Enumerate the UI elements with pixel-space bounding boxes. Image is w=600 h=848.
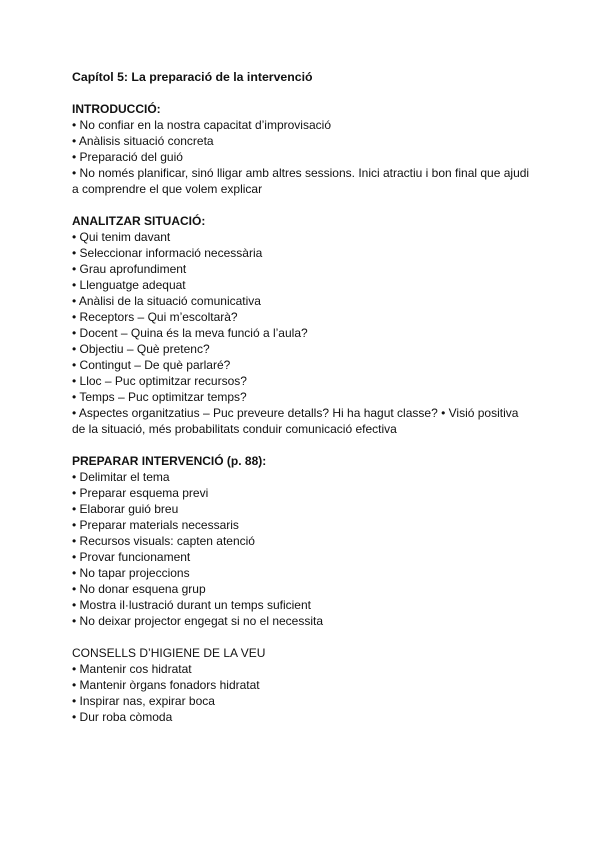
list-item: • No donar esquena grup [72,582,206,596]
list-item: • Receptors – Qui m’escoltarà? [72,310,238,324]
list-item: • Mantenir òrgans fonadors hidratat [72,678,260,692]
list-item: • Recursos visuals: capten atenció [72,534,255,548]
list-item: • Grau aprofundiment [72,262,187,276]
list-item: • Qui tenim davant [72,230,171,244]
list-item: • Anàlisis situació concreta [72,134,214,148]
spacer [72,629,532,645]
list-item: • Contingut – De què parlaré? [72,358,231,372]
list-item: • No deixar projector engegat si no el necessita [72,614,324,628]
list-item: • No només planificar, sinó lligar amb altres sessions. Inici atractiu i bon final que ajudi a comprendre el que volem explicar [72,166,530,196]
list-item: • Mostra il·lustració durant un temps suficient [72,598,311,612]
list-item: • Dur roba còmoda [72,710,173,724]
list-item: • Preparar materials necessaris [72,518,239,532]
preparar-list [72,469,532,629]
list-item: • Docent – Quina és la meva funció a l’aula? [72,326,308,340]
list-item: • Temps – Puc optimitzar temps? [72,390,247,404]
list-item: • No tapar projeccions [72,566,190,580]
document-page [72,69,532,725]
section-heading-preparar: PREPARAR INTERVENCIÓ (p. 88): [72,454,267,468]
list-item: • Llenguatge adequat [72,278,186,292]
list-item: • Mantenir cos hidratat [72,662,192,676]
list-item: • Delimitar el tema [72,470,170,484]
list-item: • No confiar en la nostra capacitat d’improvisació [72,118,331,132]
list-item: • Preparar esquema previ [72,486,209,500]
list-item: • Objectiu – Què pretenc? [72,342,210,356]
list-item: • Aspectes organitzatius – Puc preveure detalls? Hi ha hagut classe? • Visió positiva de la situació, més probabilitats conduir comunicació efectiva [72,406,519,436]
list-item: • Lloc – Puc optimitzar recursos? [72,374,247,388]
introduccio-list [72,117,532,197]
spacer [72,437,532,453]
spacer [72,197,532,213]
list-item: • Inspirar nas, expirar boca [72,694,215,708]
list-item: • Anàlisi de la situació comunicativa [72,294,261,308]
list-item: • Elaborar guió breu [72,502,179,516]
analitzar-list [72,229,532,437]
list-item: • Preparació del guió [72,150,183,164]
list-item: • Provar funcionament [72,550,191,564]
chapter-title: Capítol 5: La preparació de la intervenció [72,70,313,84]
section-heading-consells: CONSELLS D’HIGIENE DE LA VEU [72,646,266,660]
spacer [72,85,532,101]
section-heading-analitzar: ANALITZAR SITUACIÓ: [72,214,206,228]
section-heading-introduccio: INTRODUCCIÓ: [72,102,161,116]
consells-list [72,661,532,725]
list-item: • Seleccionar informació necessària [72,246,263,260]
